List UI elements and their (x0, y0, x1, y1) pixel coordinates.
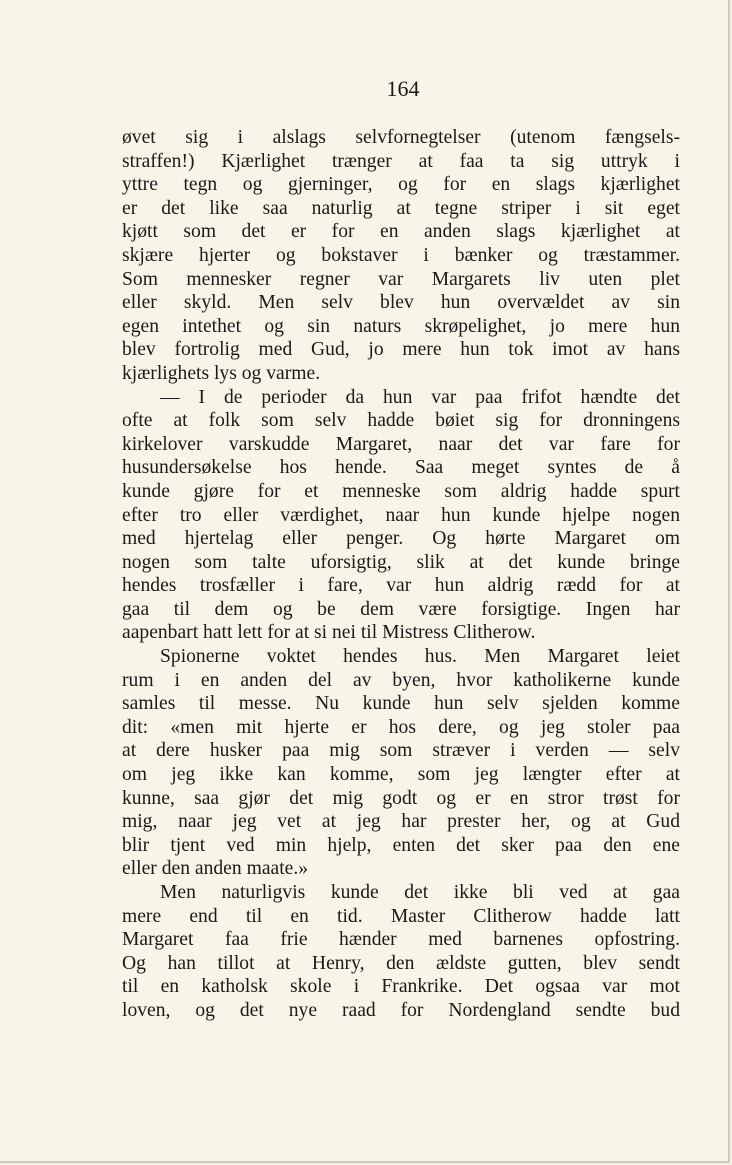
text-line: samles til messe. Nu kunde hun selv sjelden komme (122, 693, 680, 715)
text-line: egen intethet og sin naturs skrøpelighet, jo mere hun (122, 315, 680, 337)
text-line: — I de perioder da hun var paa frifot hændte det (160, 386, 680, 408)
text-line: mig, naar jeg vet at jeg har prester her, og at Gud (122, 811, 680, 833)
text-line: kunde gjøre for et menneske som aldrig hadde spurt (122, 480, 680, 502)
text-line: til en katholsk skole i Frankrike. Det ogsaa var mot (122, 976, 680, 998)
text-line: eller skyld. Men selv blev hun overvældet av sin (122, 292, 680, 314)
text-line: rum i en anden del av byen, hvor katholikerne kunde (122, 669, 680, 691)
text-line: at dere husker paa mig som stræver i verden — selv (122, 740, 680, 762)
text-line: Men naturligvis kunde det ikke bli ved at gaa (160, 882, 680, 903)
text-line: gaa til dem og be dem være forsigtige. Ingen har (122, 598, 680, 620)
text-line: kjærlighets lys og varme. (122, 362, 321, 384)
text-line: nogen som talte uforsigtig, slik at det kunde bringe (122, 551, 680, 573)
text-line: øvet sig i alslags selvfornegtelser (utenom fængsels- (122, 127, 680, 148)
text-line: Og han tillot at Henry, den ældste gutten, blev sendt (122, 952, 680, 974)
page-number: 164 (386, 76, 420, 101)
text-line: aapenbart hatt lett for at si nei til Mistress Clitherow. (122, 622, 536, 644)
text-line: om jeg ikke kan komme, som jeg længter efter at (122, 764, 680, 786)
text-line: kjøtt som det er for en anden slags kjærlighet at (122, 221, 680, 243)
text-line: Margaret faa frie hænder med barnenes opfostring. (122, 929, 680, 951)
text-line: er det like saa naturlig at tegne striper i sit eget (122, 197, 680, 219)
text-line: Som mennesker regner var Margarets liv uten plet (122, 268, 680, 290)
text-line: skjære hjerter og bokstaver i bænker og træstammer. (122, 244, 680, 266)
text-line: Spionerne voktet hendes hus. Men Margaret leiet (160, 646, 680, 668)
text-line: efter tro eller værdighet, naar hun kunde hjelpe nogen (122, 504, 680, 526)
body-text (122, 126, 680, 1023)
text-line: blir tjent ved min hjelp, enten det sker paa den ene (122, 834, 680, 856)
text-line: kirkelover varskudde Margaret, naar det var fare for (122, 433, 680, 455)
text-line: ofte at folk som selv hadde bøiet sig for dronningens (122, 410, 680, 432)
text-line: mere end til en tid. Master Clitherow hadde latt (122, 905, 680, 927)
text-line: dit: «men mit hjerte er hos dere, og jeg stoler paa (122, 716, 680, 738)
text-line: blev fortrolig med Gud, jo mere hun tok imot av hans (122, 339, 680, 361)
text-line: eller den anden maate.» (122, 858, 309, 880)
text-line: straffen!) Kjærlighet trænger at faa ta sig uttryk i (122, 150, 680, 172)
text-line: husundersøkelse hos hende. Saa meget syntes de å (122, 457, 680, 479)
text-line: med hjertelag eller penger. Og hørte Margaret om (122, 528, 680, 550)
text-line: kunne, saa gjør det mig godt og er en stror trøst for (122, 787, 680, 809)
text-line: yttre tegn og gjerninger, og for en slags kjærlighet (122, 174, 680, 196)
text-line: hendes trosfæller i fare, var hun aldrig rædd for at (122, 575, 680, 597)
text-line: loven, og det nye raad for Nordengland sendte bud (122, 999, 680, 1021)
